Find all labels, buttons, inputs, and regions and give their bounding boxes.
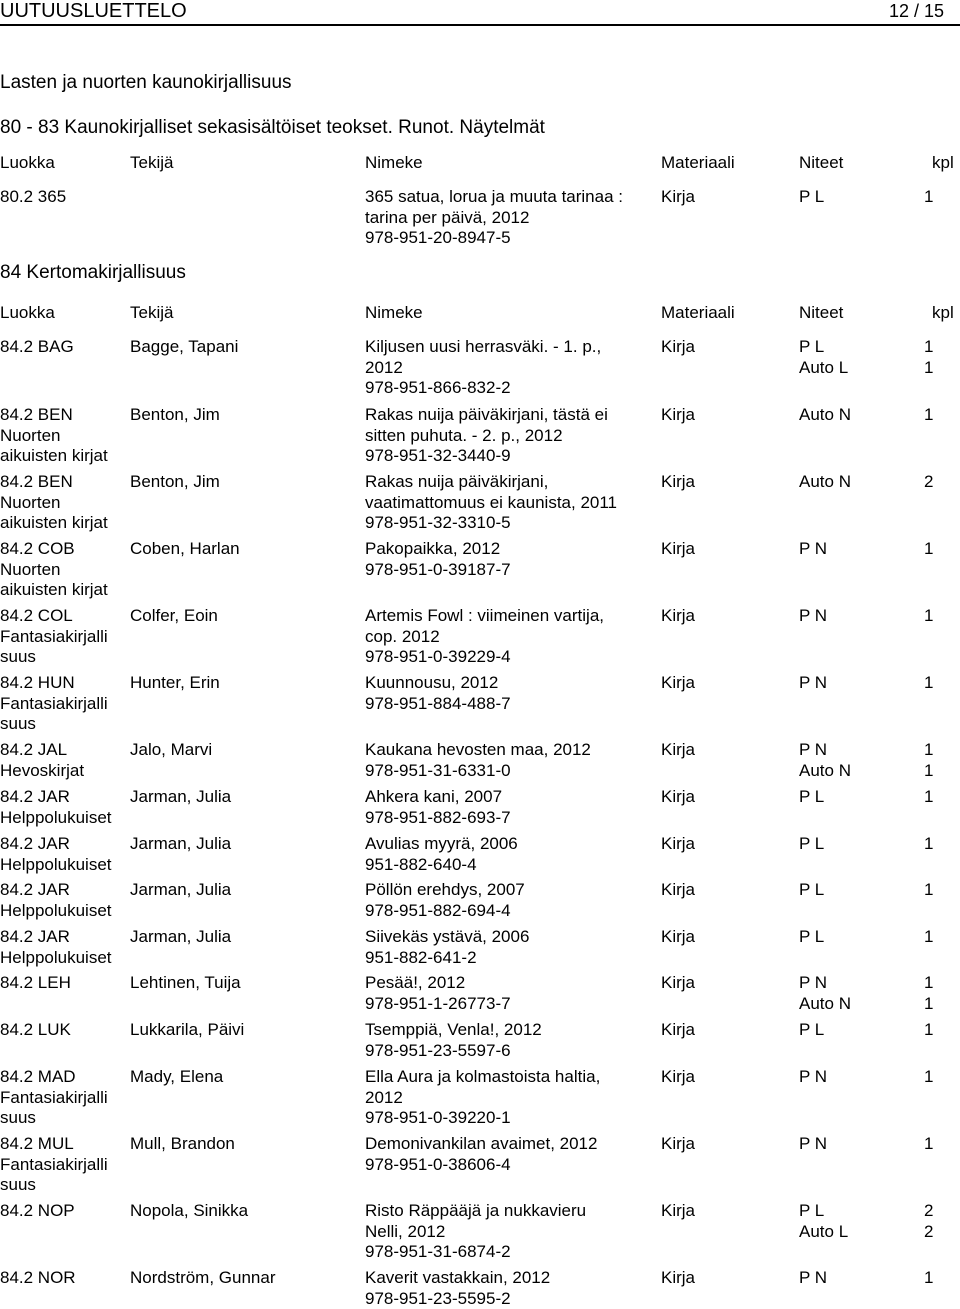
row-materiaali: Kirja bbox=[661, 1020, 696, 1039]
row-luokka: 84.2 BAG bbox=[0, 337, 74, 356]
row-materiaali: Kirja bbox=[661, 1201, 696, 1220]
row-materiaali: Kirja bbox=[661, 673, 696, 692]
column-header-row bbox=[0, 152, 960, 174]
row-luokka: 84.2 BEN Nuorten aikuisten kirjat bbox=[0, 405, 108, 465]
row-kpl: 1 bbox=[924, 1067, 934, 1086]
row-luokka: 84.2 JAR Helppolukuiset bbox=[0, 880, 112, 920]
page-header bbox=[0, 0, 960, 22]
column-header-niteet: Niteet bbox=[799, 153, 844, 172]
row-luokka: 84.2 JAR Helppolukuiset bbox=[0, 787, 112, 827]
row-materiaali: Kirja bbox=[661, 539, 696, 558]
row-niteet: Auto N bbox=[799, 405, 851, 424]
section-title-84: 84 Kertomakirjallisuus bbox=[0, 262, 186, 283]
row-materiaali: Kirja bbox=[661, 1067, 696, 1086]
row-niteet: P L bbox=[799, 927, 825, 946]
row-niteet: P L bbox=[799, 1020, 825, 1039]
header-divider bbox=[0, 24, 960, 26]
row-nimeke: Pesää!, 2012 978-951-1-26773-7 bbox=[365, 973, 511, 1013]
row-materiaali: Kirja bbox=[661, 740, 696, 759]
row-tekija: Lukkarila, Päivi bbox=[130, 1020, 245, 1039]
row-tekija: Jarman, Julia bbox=[130, 834, 232, 853]
column-header-kpl: kpl bbox=[932, 303, 954, 322]
row-kpl: 1 bbox=[924, 673, 934, 692]
row-luokka: 84.2 HUN Fantasiakirjalli suus bbox=[0, 673, 108, 733]
row-luokka: 84.2 MUL Fantasiakirjalli suus bbox=[0, 1134, 108, 1194]
catalog-title: UUTUUSLUETTELO bbox=[0, 0, 187, 22]
row-niteet: P N Auto N bbox=[799, 740, 851, 780]
row-nimeke: Rakas nuija päiväkirjani, tästä ei sitten puhuta. - 2. p., 2012 978-951-32-3440-9 bbox=[365, 405, 608, 465]
row-niteet: P N bbox=[799, 539, 828, 558]
row-nimeke: Kiljusen uusi herrasväki. - 1. p., 2012 978-951-866-832-2 bbox=[365, 337, 602, 397]
row-tekija: Nopola, Sinikka bbox=[130, 1201, 249, 1220]
row-niteet: P L bbox=[799, 787, 825, 806]
row-nimeke: Tsemppiä, Venla!, 2012 978-951-23-5597-6 bbox=[365, 1020, 542, 1060]
column-header-nimeke: Nimeke bbox=[365, 153, 423, 172]
row-kpl: 2 2 bbox=[924, 1201, 934, 1241]
column-header-tekija: Tekijä bbox=[130, 303, 174, 322]
row-materiaali: Kirja bbox=[661, 973, 696, 992]
row-materiaali: Kirja bbox=[661, 1134, 696, 1153]
row-niteet: P N bbox=[799, 606, 828, 625]
column-header-kpl: kpl bbox=[932, 153, 954, 172]
row-nimeke: Ahkera kani, 2007 978-951-882-693-7 bbox=[365, 787, 511, 827]
row-niteet: P N bbox=[799, 1134, 828, 1153]
row-materiaali: Kirja bbox=[661, 787, 696, 806]
row-tekija: Benton, Jim bbox=[130, 405, 220, 424]
row-luokka: 84.2 NOP bbox=[0, 1201, 75, 1220]
row-materiaali: Kirja bbox=[661, 927, 696, 946]
row-luokka: 84.2 LEH bbox=[0, 973, 71, 992]
row-materiaali: Kirja bbox=[661, 337, 696, 356]
row-nimeke: Pöllön erehdys, 2007 978-951-882-694-4 bbox=[365, 880, 525, 920]
row-materiaali: Kirja bbox=[661, 1268, 696, 1287]
row-niteet: P L bbox=[799, 187, 825, 206]
column-header-niteet: Niteet bbox=[799, 303, 844, 322]
section-title-80-83: 80 - 83 Kaunokirjalliset sekasisältöiset teokset. Runot. Näytelmät bbox=[0, 117, 545, 138]
row-kpl: 1 bbox=[924, 1134, 934, 1153]
row-luokka: 84.2 BEN Nuorten aikuisten kirjat bbox=[0, 472, 108, 532]
row-kpl: 1 bbox=[924, 606, 934, 625]
row-nimeke: 365 satua, lorua ja muuta tarinaa : tarina per päivä, 2012 978-951-20-8947-5 bbox=[365, 187, 623, 247]
row-niteet: Auto N bbox=[799, 472, 851, 491]
row-niteet: P N Auto N bbox=[799, 973, 851, 1013]
row-nimeke: Kaukana hevosten maa, 2012 978-951-31-6331-0 bbox=[365, 740, 591, 780]
row-kpl: 1 bbox=[924, 834, 934, 853]
row-luokka: 84.2 JAR Helppolukuiset bbox=[0, 834, 112, 874]
row-kpl: 1 bbox=[924, 187, 934, 206]
row-luokka: 84.2 MAD Fantasiakirjalli suus bbox=[0, 1067, 108, 1127]
row-luokka: 84.2 COL Fantasiakirjalli suus bbox=[0, 606, 108, 666]
row-materiaali: Kirja bbox=[661, 187, 696, 206]
column-header-luokka: Luokka bbox=[0, 153, 55, 172]
row-nimeke: Avulias myyrä, 2006 951-882-640-4 bbox=[365, 834, 518, 874]
row-luokka: 84.2 JAR Helppolukuiset bbox=[0, 927, 112, 967]
row-tekija: Coben, Harlan bbox=[130, 539, 240, 558]
row-kpl: 1 bbox=[924, 405, 934, 424]
column-header-materiaali: Materiaali bbox=[661, 153, 735, 172]
row-niteet: P L bbox=[799, 880, 825, 899]
row-niteet: P N bbox=[799, 673, 828, 692]
row-tekija: Jarman, Julia bbox=[130, 880, 232, 899]
row-nimeke: Siivekäs ystävä, 2006 951-882-641-2 bbox=[365, 927, 530, 967]
row-luokka: 84.2 NOR bbox=[0, 1268, 76, 1287]
row-niteet: P L Auto L bbox=[799, 1201, 849, 1241]
row-nimeke: Rakas nuija päiväkirjani, vaatimattomuus ei kaunista, 2011 978-951-32-3310-5 bbox=[365, 472, 617, 532]
row-kpl: 1 1 bbox=[924, 973, 934, 1013]
row-tekija: Jarman, Julia bbox=[130, 787, 232, 806]
row-materiaali: Kirja bbox=[661, 606, 696, 625]
row-luokka: 84.2 COB Nuorten aikuisten kirjat bbox=[0, 539, 108, 599]
row-tekija: Benton, Jim bbox=[130, 472, 220, 491]
row-kpl: 1 bbox=[924, 539, 934, 558]
row-nimeke: Ella Aura ja kolmastoista haltia, 2012 978-951-0-39220-1 bbox=[365, 1067, 601, 1127]
column-header-row bbox=[0, 302, 960, 324]
row-tekija: Bagge, Tapani bbox=[130, 337, 239, 356]
row-materiaali: Kirja bbox=[661, 834, 696, 853]
row-tekija: Nordström, Gunnar bbox=[130, 1268, 276, 1287]
column-header-nimeke: Nimeke bbox=[365, 303, 423, 322]
row-nimeke: Risto Räppääjä ja nukkavieru Nelli, 2012 978-951-31-6874-2 bbox=[365, 1201, 587, 1261]
row-tekija: Colfer, Eoin bbox=[130, 606, 218, 625]
row-tekija: Mady, Elena bbox=[130, 1067, 224, 1086]
row-niteet: P N bbox=[799, 1268, 828, 1287]
row-kpl: 2 bbox=[924, 472, 934, 491]
row-niteet: P N bbox=[799, 1067, 828, 1086]
row-niteet: P L Auto L bbox=[799, 337, 849, 377]
row-kpl: 1 bbox=[924, 1268, 934, 1287]
row-tekija: Jarman, Julia bbox=[130, 927, 232, 946]
column-header-luokka: Luokka bbox=[0, 303, 55, 322]
row-kpl: 1 bbox=[924, 787, 934, 806]
row-tekija: Jalo, Marvi bbox=[130, 740, 213, 759]
row-nimeke: Kaverit vastakkain, 2012 978-951-23-5595-2 bbox=[365, 1268, 551, 1308]
row-kpl: 1 bbox=[924, 927, 934, 946]
row-nimeke: Demonivankilan avaimet, 2012 978-951-0-38606-4 bbox=[365, 1134, 598, 1174]
row-materiaali: Kirja bbox=[661, 405, 696, 424]
row-nimeke: Artemis Fowl : viimeinen vartija, cop. 2012 978-951-0-39229-4 bbox=[365, 606, 605, 666]
row-kpl: 1 bbox=[924, 880, 934, 899]
column-header-materiaali: Materiaali bbox=[661, 303, 735, 322]
row-kpl: 1 1 bbox=[924, 740, 934, 780]
row-materiaali: Kirja bbox=[661, 472, 696, 491]
row-luokka: 84.2 JAL Hevoskirjat bbox=[0, 740, 85, 780]
row-tekija: Mull, Brandon bbox=[130, 1134, 235, 1153]
row-materiaali: Kirja bbox=[661, 880, 696, 899]
page-number: 12 / 15 bbox=[888, 1, 944, 21]
row-kpl: 1 bbox=[924, 1020, 934, 1039]
row-niteet: P L bbox=[799, 834, 825, 853]
row-tekija: Hunter, Erin bbox=[130, 673, 220, 692]
row-nimeke: Pakopaikka, 2012 978-951-0-39187-7 bbox=[365, 539, 511, 579]
row-luokka: 80.2 365 bbox=[0, 187, 67, 206]
column-header-tekija: Tekijä bbox=[130, 153, 174, 172]
row-nimeke: Kuunnousu, 2012 978-951-884-488-7 bbox=[365, 673, 511, 713]
row-tekija: Lehtinen, Tuija bbox=[130, 973, 241, 992]
row-luokka: 84.2 LUK bbox=[0, 1020, 71, 1039]
row-kpl: 1 1 bbox=[924, 337, 934, 377]
main-section-title: Lasten ja nuorten kaunokirjallisuus bbox=[0, 72, 292, 93]
